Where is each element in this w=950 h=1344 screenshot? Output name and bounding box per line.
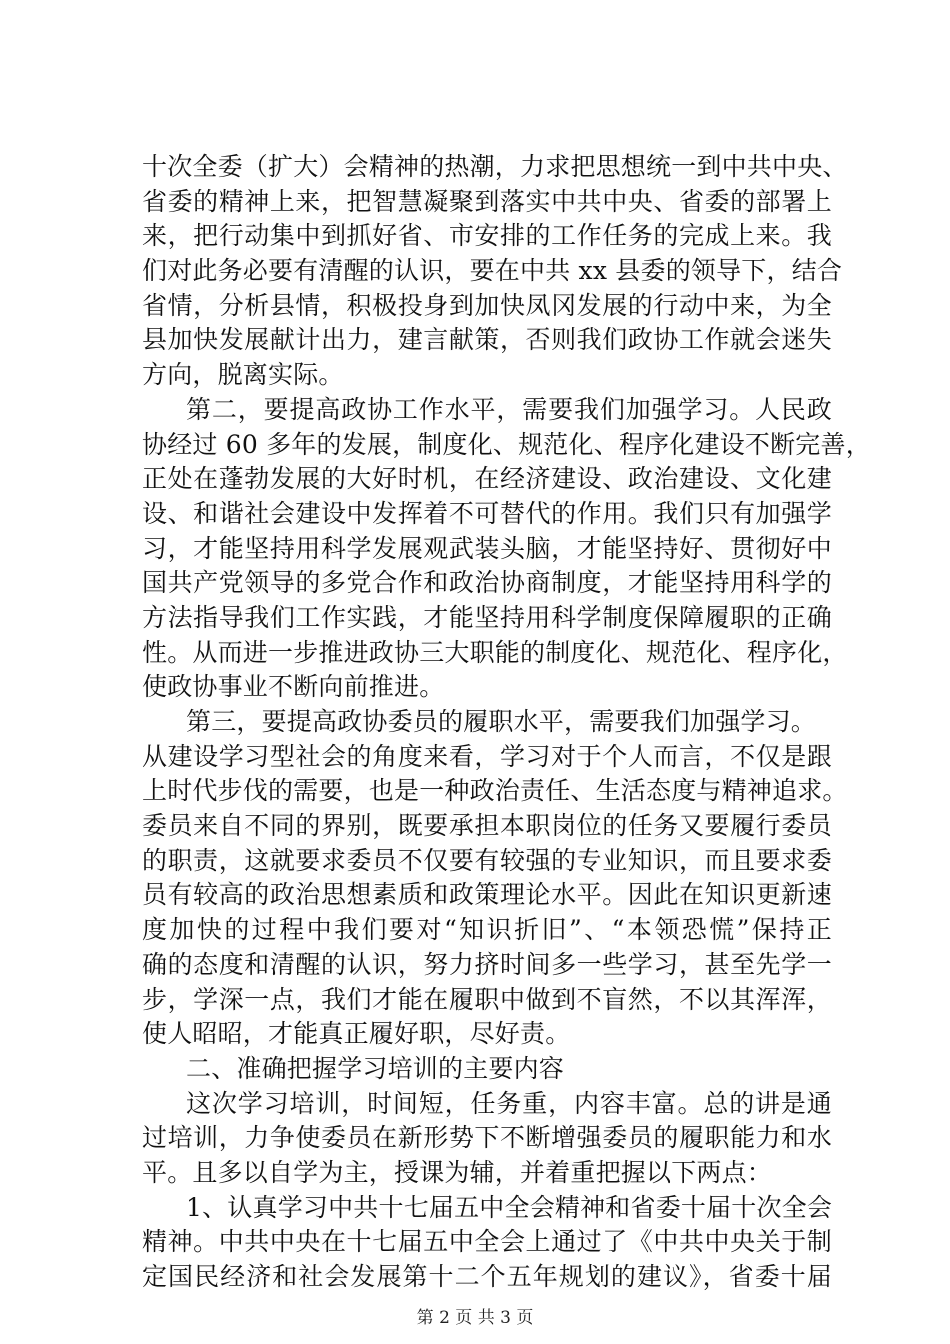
text-line: 委员来自不同的界别，既要承担本职岗位的任务又要履行委员 xyxy=(142,811,832,841)
text-line: 国共产党领导的多党合作和政治协商制度，才能坚持用科学的 xyxy=(142,568,832,598)
text-line: 正处在蓬勃发展的大好时机，在经济建设、政治建设、文化建 xyxy=(142,464,832,494)
text-line: 1、认真学习中共十七届五中全会精神和省委十届十次全会 xyxy=(186,1192,833,1222)
text-line: 习，才能坚持用科学发展观武装头脑，才能坚持好、贯彻好中 xyxy=(142,533,832,563)
text-line: 来，把行动集中到抓好省、市安排的工作任务的完成上来。我 xyxy=(142,221,832,251)
section-heading: 二、准确把握学习培训的主要内容 xyxy=(186,1053,565,1083)
text-line: 使政协事业不断向前推进。 xyxy=(142,672,445,702)
text-line: 县加快发展献计出力，建言献策，否则我们政协工作就会迷失 xyxy=(142,325,832,355)
text-line: 从建设学习型社会的角度来看，学习对于个人而言，不仅是跟 xyxy=(142,741,832,771)
text-line: 省情，分析县情，积极投身到加快凤冈发展的行动中来，为全 xyxy=(142,290,832,320)
text-line: 第二，要提高政协工作水平，需要我们加强学习。人民政 xyxy=(186,394,832,424)
text-line: 度加快的过程中我们要对“知识折旧”、“本领恐慌”保持正 xyxy=(142,915,832,945)
text-line: 确的态度和清醒的认识，努力挤时间多一些学习，甚至先学一 xyxy=(142,949,832,979)
text-line: 上时代步伐的需要，也是一种政治责任、生活态度与精神追求。 xyxy=(142,776,848,806)
text-line: 方法指导我们工作实践，才能坚持用科学制度保障履职的正确 xyxy=(142,602,832,632)
text-line: 的职责，这就要求委员不仅要有较强的专业知识，而且要求委 xyxy=(142,845,832,875)
document-body xyxy=(142,150,871,1295)
text-line: 平。且多以自学为主，授课为辅，并着重把握以下两点： xyxy=(142,1157,773,1187)
text-line: 第三，要提高政协委员的履职水平，需要我们加强学习。 xyxy=(186,707,817,736)
text-line: 员有较高的政治思想素质和政策理论水平。因此在知识更新速 xyxy=(142,880,832,910)
text-line: 定国民经济和社会发展第十二个五年规划的建议》，省委十届 xyxy=(142,1262,832,1291)
text-line: 省委的精神上来，把智慧凝聚到落实中共中央、省委的部署上 xyxy=(142,186,832,216)
text-line: 协经过 60 多年的发展，制度化、规范化、程序化建设不断完善， xyxy=(142,429,871,459)
text-line: 过培训，力争使委员在新形势下不断增强委员的履职能力和水 xyxy=(142,1123,832,1153)
text-line: 方向，脱离实际。 xyxy=(142,360,344,390)
text-line: 精神。中共中央在十七届五中全会上通过了《中共中央关于制 xyxy=(142,1227,832,1257)
text-line: 性。从而进一步推进政协三大职能的制度化、规范化、程序化， xyxy=(142,637,848,667)
text-line: 步，学深一点，我们才能在履职中做到不盲然，不以其浑浑， xyxy=(142,984,832,1014)
text-line: 十次全委（扩大）会精神的热潮，力求把思想统一到中共中央、 xyxy=(142,152,848,181)
text-line: 使人昭昭，才能真正履好职，尽好责。 xyxy=(142,1019,571,1049)
text-line: 这次学习培训，时间短，任务重，内容丰富。总的讲是通 xyxy=(186,1088,832,1118)
page-number-footer: 第 2 页 共 3 页 xyxy=(416,1308,534,1328)
text-line: 们对此务必要有清醒的认识，要在中共 xx 县委的领导下，结合 xyxy=(142,256,843,286)
text-line: 设、和谐社会建设中发挥着不可替代的作用。我们只有加强学 xyxy=(142,498,832,528)
